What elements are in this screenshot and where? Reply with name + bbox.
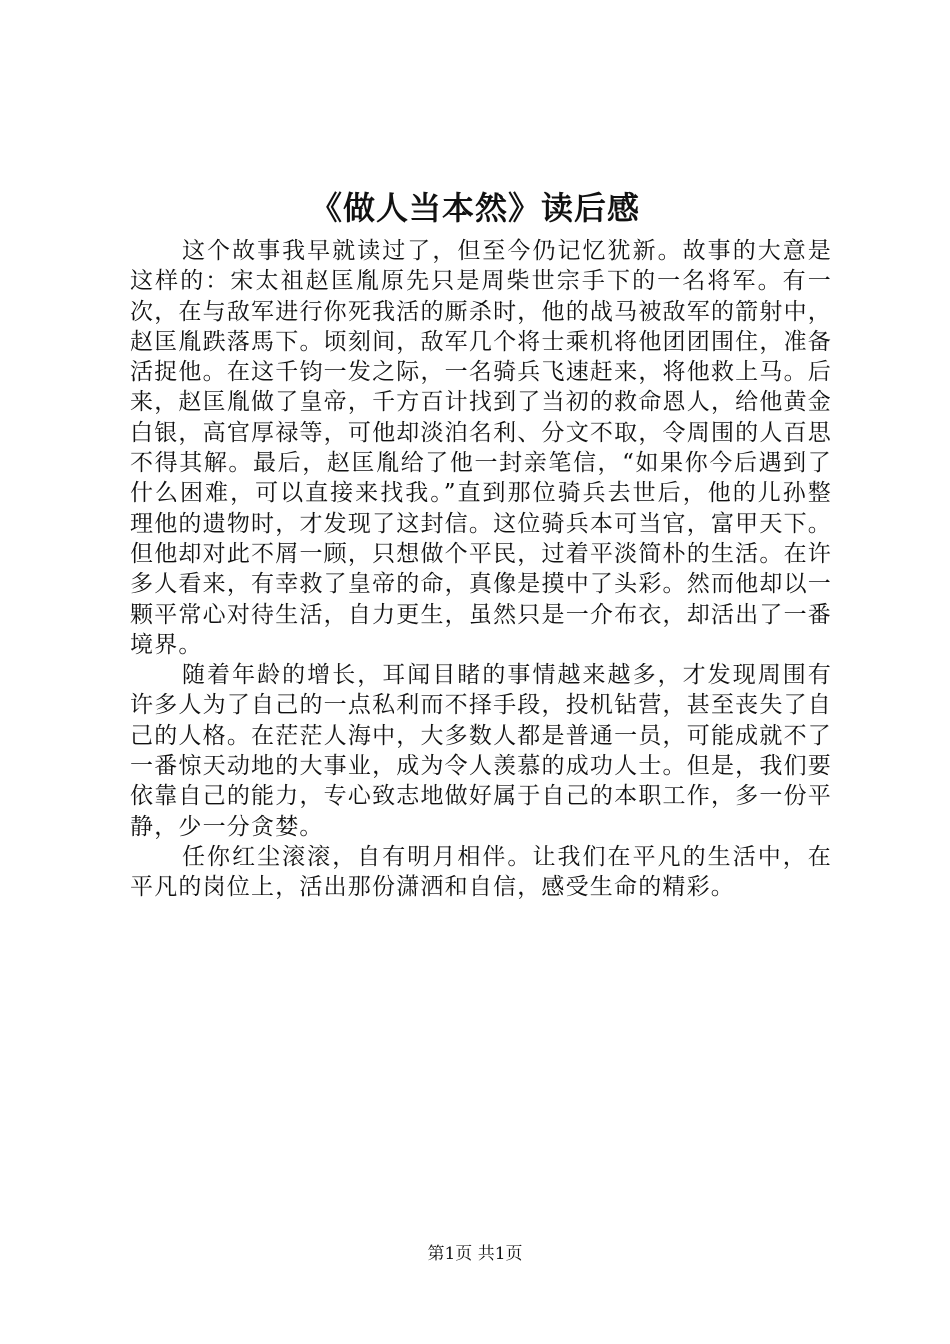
page-number-footer: 第1页 共1页 <box>427 1244 523 1264</box>
document-title: 《做人当本然》读后感 <box>309 189 640 227</box>
paragraph-1: 这个故事我早就读过了，但至今仍记忆犹新。故事的大意是这样的：宋太祖赵匡胤原先只是周柴世宗手下的一名将军。有一次，在与敌军进行你死我活的厮杀时，他的战马被敌军的箭射中，赵匡胤跌落馬下。顷刻间，敌军几个将士乘机将他团团围住，准备活捉他。在这千钧一发之际，一名骑兵飞速赶来，将他救上马。后来，赵匡胤做了皇帝，千方百计找到了当初的救命恩人，给他黄金白银，高官厚禄等，可他却淡泊名利、分文不取，令周围的人百思不得其解。最后，赵匡胤给了他一封亲笔信，“如果你今后遇到了什么困难，可以直接来找我。”直到那位骑兵去世后，他的儿孙整理他的遗物时，才发现了这封信。这位骑兵本可当官，富甲天下。但他却对此不屑一顾，只想做个平民，过着平淡简朴的生活。在许多人看来，有幸救了皇帝的命，真像是摸中了头彩。然而他却以一颗平常心对待生活，自力更生，虽然只是一介布衣，却活出了一番境界。 <box>130 238 832 658</box>
paragraph-2: 随着年龄的增长，耳闻目睹的事情越来越多，才发现周围有许多人为了自己的一点私利而不择手段，投机钻营，甚至丧失了自己的人格。在茫茫人海中，大多数人都是普通一员，可能成就不了一番惊天动地的大事业，成为令人羡慕的成功人士。但是，我们要依靠自己的能力，专心致志地做好属于自己的本职工作，多一份平静，少一分贪婪。 <box>130 662 832 840</box>
paragraph-3: 任你红尘滚滚，自有明月相伴。让我们在平凡的生活中，在平凡的岗位上，活出那份潇洒和自信，感受生命的精彩。 <box>130 843 832 901</box>
document-body <box>130 236 832 903</box>
